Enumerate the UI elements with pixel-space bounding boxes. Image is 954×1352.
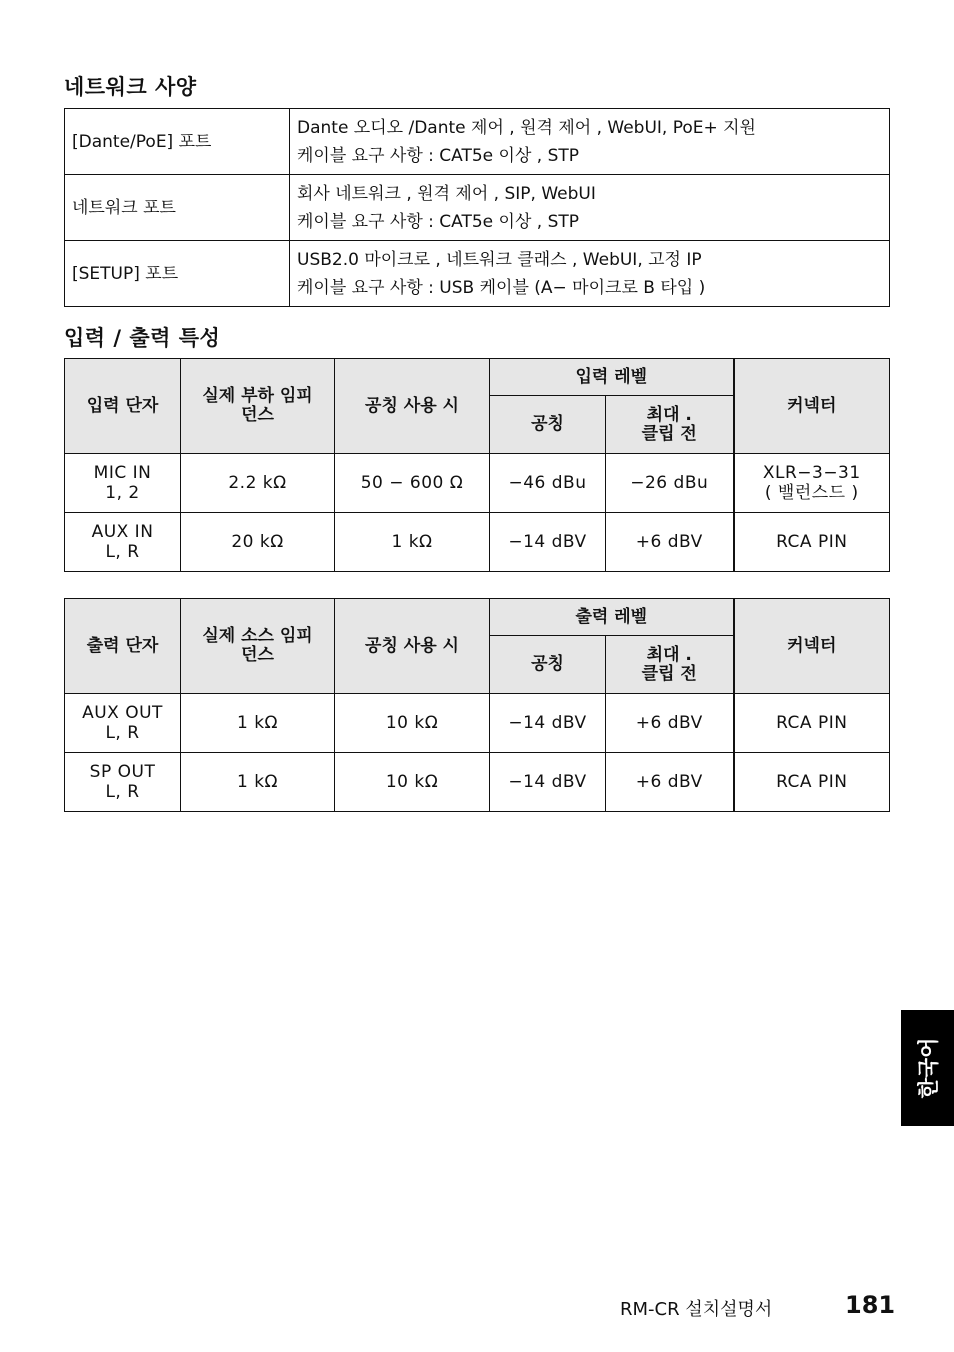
spec-line: 케이블 요구 사항 : USB 케이블 (A− 마이크로 B 타입 ) <box>297 277 706 298</box>
output-characteristics-table <box>64 598 890 812</box>
header-line: 실제 부하 임피 <box>202 386 313 406</box>
connector-cell <box>734 454 890 513</box>
nominal-use-cell: 10 kΩ <box>335 694 490 753</box>
table-row <box>65 454 890 513</box>
nominal-use-header: 공칭 사용 시 <box>335 599 490 694</box>
cell-line: AUX IN <box>91 522 154 542</box>
cell-line: L, R <box>105 542 140 562</box>
header-line: 던스 <box>241 645 274 665</box>
page-number: 181 <box>845 1291 896 1319</box>
footer-manual-title: RM-CR 설치설명서 <box>620 1299 773 1320</box>
nominal-level-cell: −14 dBV <box>490 513 606 572</box>
input-characteristics-table <box>64 358 890 572</box>
nominal-use-cell: 1 kΩ <box>335 513 490 572</box>
table-row <box>65 513 890 572</box>
spec-line: Dante 오디오 /Dante 제어 , 원격 제어 , WebUI, PoE+ 지원 <box>297 117 756 138</box>
port-spec-cell <box>290 241 890 307</box>
header-line: 최대 . <box>646 404 692 425</box>
terminal-cell <box>65 753 181 812</box>
header-line: 클립 전 <box>641 663 697 684</box>
table-row <box>65 694 890 753</box>
impedance-header <box>181 359 335 454</box>
level-header: 출력 레벨 <box>490 599 734 636</box>
nominal-use-header: 공칭 사용 시 <box>335 359 490 454</box>
port-name-cell: [Dante/PoE] 포트 <box>65 109 290 175</box>
io-characteristics-heading: 입력 / 출력 특성 <box>64 326 221 350</box>
max-level-cell: +6 dBV <box>606 753 734 812</box>
impedance-header <box>181 599 335 694</box>
cell-line: 1, 2 <box>105 483 140 503</box>
connector-cell: RCA PIN <box>734 753 890 812</box>
port-spec-cell <box>290 175 890 241</box>
language-tab-label: 한국어 <box>916 1037 941 1099</box>
terminal-cell <box>65 513 181 572</box>
nominal-level-header: 공칭 <box>490 396 606 454</box>
impedance-cell: 1 kΩ <box>181 694 335 753</box>
cell-line: ( 밸런스드 ) <box>764 483 859 503</box>
max-level-header <box>606 636 734 694</box>
port-spec-cell <box>290 109 890 175</box>
nominal-level-cell: −46 dBu <box>490 454 606 513</box>
header-line: 최대 . <box>646 644 692 665</box>
table-row <box>65 241 890 307</box>
cell-line: L, R <box>105 723 140 743</box>
spec-line: 회사 네트워크 , 원격 제어 , SIP, WebUI <box>297 183 596 204</box>
max-level-cell: +6 dBV <box>606 694 734 753</box>
port-name-cell: 네트워크 포트 <box>65 175 290 241</box>
cell-line: MIC IN <box>93 463 152 483</box>
max-level-cell: −26 dBu <box>606 454 734 513</box>
nominal-level-header: 공칭 <box>490 636 606 694</box>
max-level-cell: +6 dBV <box>606 513 734 572</box>
terminal-cell <box>65 454 181 513</box>
connector-header: 커넥터 <box>734 599 890 694</box>
nominal-use-cell: 50 − 600 Ω <box>335 454 490 513</box>
connector-header: 커넥터 <box>734 359 890 454</box>
language-tab <box>901 1010 954 1126</box>
table-row <box>65 175 890 241</box>
impedance-cell: 1 kΩ <box>181 753 335 812</box>
table-row <box>65 109 890 175</box>
network-spec-table <box>64 108 890 307</box>
header-line: 던스 <box>241 405 274 425</box>
cell-line: SP OUT <box>89 762 156 782</box>
header-row <box>65 359 890 396</box>
spec-line: USB2.0 마이크로 , 네트워크 클래스 , WebUI, 고정 IP <box>297 249 702 270</box>
network-spec-heading: 네트워크 사양 <box>64 75 197 99</box>
spec-line: 케이블 요구 사항 : CAT5e 이상 , STP <box>297 211 580 232</box>
cell-line: L, R <box>105 782 140 802</box>
impedance-cell: 20 kΩ <box>181 513 335 572</box>
connector-cell: RCA PIN <box>734 694 890 753</box>
terminal-cell <box>65 694 181 753</box>
header-row <box>65 599 890 636</box>
header-line: 실제 소스 임피 <box>202 626 313 646</box>
nominal-level-cell: −14 dBV <box>490 753 606 812</box>
impedance-cell: 2.2 kΩ <box>181 454 335 513</box>
max-level-header <box>606 396 734 454</box>
port-name-cell: [SETUP] 포트 <box>65 241 290 307</box>
cell-line: XLR−3−31 <box>762 463 861 483</box>
cell-line: AUX OUT <box>82 703 163 723</box>
nominal-use-cell: 10 kΩ <box>335 753 490 812</box>
terminal-header: 입력 단자 <box>65 359 181 454</box>
terminal-header: 출력 단자 <box>65 599 181 694</box>
header-line: 클립 전 <box>641 423 697 444</box>
connector-cell: RCA PIN <box>734 513 890 572</box>
level-header: 입력 레벨 <box>490 359 734 396</box>
nominal-level-cell: −14 dBV <box>490 694 606 753</box>
spec-line: 케이블 요구 사항 : CAT5e 이상 , STP <box>297 145 580 166</box>
table-row <box>65 753 890 812</box>
